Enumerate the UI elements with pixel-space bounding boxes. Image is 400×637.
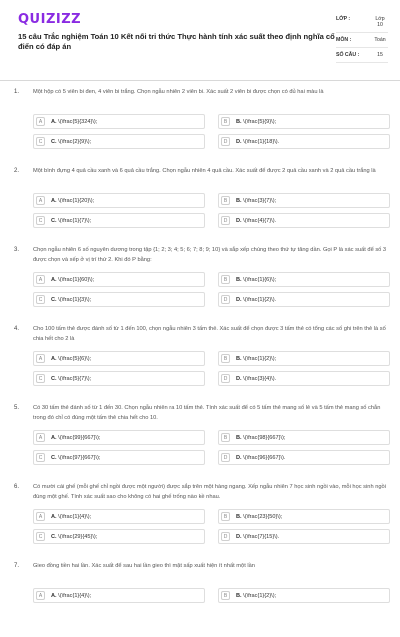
question-item: [0, 84, 400, 163]
option-text: [236, 217, 276, 225]
option-letter-badge: C: [36, 295, 45, 304]
option-letter-badge: D: [221, 374, 230, 383]
option-label: D.: [236, 139, 242, 145]
option-text: [236, 276, 276, 284]
option-value: \(\frac{1}{4}\);: [58, 514, 92, 520]
answer-option-a[interactable]: [33, 193, 205, 208]
answer-option-c[interactable]: [33, 134, 205, 149]
option-label: C.: [51, 218, 57, 224]
option-value: \(\frac{5}{6}\);: [58, 356, 92, 362]
question-text: Cho 100 tấm thẻ được đánh số từ 1 đến 100, chọn ngẫu nhiên 3 tấm thẻ. Xác suất để chọn được 3 tấm thẻ có tổng các số ghi trên thẻ là số chia hết cho 2 là: [33, 326, 386, 342]
option-text: [51, 217, 91, 225]
question-item: [0, 400, 400, 479]
option-label: D.: [236, 376, 242, 382]
option-label: B.: [236, 119, 242, 125]
option-label: D.: [236, 297, 242, 303]
answer-option-a[interactable]: [33, 509, 205, 524]
question-number: 5.: [14, 405, 20, 411]
option-text: [236, 434, 285, 442]
answer-option-a[interactable]: [33, 351, 205, 366]
option-text: [236, 533, 279, 541]
option-value: \(\frac{96}{667}\).: [243, 455, 286, 461]
option-value: \(\frac{1}{20}\);: [58, 198, 95, 204]
option-label: B.: [236, 356, 242, 362]
question-number: 1.: [14, 89, 20, 95]
option-text: [51, 592, 91, 600]
meta-subject-label: MÔN :: [336, 37, 352, 43]
answer-option-b[interactable]: [218, 430, 390, 445]
answer-option-c[interactable]: [33, 529, 205, 544]
option-letter-badge: B: [221, 433, 230, 442]
option-text: [236, 592, 276, 600]
option-letter-badge: A: [36, 591, 45, 600]
meta-count-value: 15: [377, 52, 383, 58]
question-number: 7.: [14, 563, 20, 569]
option-letter-badge: B: [221, 512, 230, 521]
option-value: \(\frac{5}{9}\);: [243, 119, 277, 125]
answer-option-d[interactable]: [218, 529, 390, 544]
answer-option-c[interactable]: [33, 213, 205, 228]
question-number: 4.: [14, 326, 20, 332]
option-letter-badge: D: [221, 453, 230, 462]
option-label: A.: [51, 277, 57, 283]
answer-option-b[interactable]: [218, 114, 390, 129]
option-label: A.: [51, 356, 57, 362]
option-text: [51, 118, 97, 126]
option-letter-badge: C: [36, 216, 45, 225]
option-value: \(\frac{1}{18}\).: [243, 139, 280, 145]
option-letter-badge: A: [36, 275, 45, 284]
option-text: [51, 434, 100, 442]
option-text: [236, 375, 276, 383]
answer-option-d[interactable]: [218, 292, 390, 307]
option-letter-badge: D: [221, 137, 230, 146]
option-letter-badge: C: [36, 532, 45, 541]
option-label: B.: [236, 277, 242, 283]
answer-option-d[interactable]: [218, 450, 390, 465]
question-item: [0, 321, 400, 400]
option-value: \(\frac{1}{3}\);: [58, 297, 92, 303]
option-text: [236, 355, 276, 363]
option-label: B.: [236, 514, 242, 520]
question-text: Một hộp có 5 viên bi đen, 4 viên bi trắng. Chọn ngẫu nhiên 2 viên bi. Xác suất 2 viên bi được chọn có đủ hai màu là: [33, 89, 324, 95]
option-letter-badge: A: [36, 512, 45, 521]
question-item: [0, 242, 400, 321]
answer-option-b[interactable]: [218, 588, 390, 603]
worksheet-header: [0, 0, 400, 80]
option-value: \(\frac{29}{45}\);: [58, 534, 98, 540]
answer-option-d[interactable]: [218, 134, 390, 149]
option-value: \(\frac{1}{7}\);: [58, 218, 92, 224]
question-text: Gieo đồng tiền hai lần. Xác suất để sau hai lần gieo thì mặt sấp xuất hiện ít nhất một lần: [33, 563, 255, 569]
worksheet-meta: [336, 14, 388, 65]
option-label: A.: [51, 119, 57, 125]
option-letter-badge: D: [221, 216, 230, 225]
option-value: \(\frac{1}{60}\);: [58, 277, 95, 283]
meta-subject-value: Toán: [374, 37, 386, 43]
option-letter-badge: A: [36, 196, 45, 205]
option-label: A.: [51, 198, 57, 204]
question-text: Một bình đựng 4 quả cầu xanh và 6 quả cầu trắng. Chọn ngẫu nhiên 4 quả cầu. Xác suất để được 2 quả cầu xanh và 2 quả cầu trắng là: [33, 168, 376, 174]
option-text: [51, 533, 97, 541]
header-divider: [0, 80, 400, 81]
option-value: \(\frac{1}{4}\);: [58, 593, 92, 599]
option-label: B.: [236, 593, 242, 599]
question-item: [0, 479, 400, 558]
option-value: \(\frac{99}{667}\);: [58, 435, 101, 441]
option-letter-badge: D: [221, 295, 230, 304]
option-label: A.: [51, 593, 57, 599]
option-value: \(\frac{1}{2}\);: [243, 356, 277, 362]
option-letter-badge: C: [36, 374, 45, 383]
meta-count: [336, 50, 388, 63]
worksheet-title: 15 câu Trắc nghiệm Toán 10 Kết nối tri thức Thực hành tính xác suất theo định nghĩa cổ điển có đáp án: [18, 32, 335, 51]
option-text: [51, 138, 91, 146]
question-number: 6.: [14, 484, 20, 490]
option-value: \(\frac{98}{667}\);: [243, 435, 286, 441]
option-value: \(\frac{5}{324}\);: [58, 119, 98, 125]
option-value: \(\frac{1}{6}\);: [243, 277, 277, 283]
answer-option-d[interactable]: [218, 213, 390, 228]
option-label: B.: [236, 198, 242, 204]
meta-class: [336, 14, 388, 33]
option-letter-badge: B: [221, 196, 230, 205]
question-text: Có mười cái ghế (mỗi ghế chỉ ngồi được một người) được sắp trên một hàng ngang. Xếp ngẫu nhiên 7 học sinh ngồi vào, mỗi học sinh ngồi đúng một ghế. Tính xác suất sao cho không có hai ghế trống nào kề nhau.: [33, 484, 386, 500]
option-text: [51, 513, 91, 521]
option-label: D.: [236, 455, 242, 461]
option-label: A.: [51, 435, 57, 441]
option-letter-badge: A: [36, 117, 45, 126]
answer-option-a[interactable]: [33, 430, 205, 445]
option-text: [236, 118, 276, 126]
meta-class-label: LỚP :: [336, 16, 351, 22]
option-label: C.: [51, 297, 57, 303]
option-value: \(\frac{1}{2}\);: [243, 593, 277, 599]
option-text: [236, 138, 279, 146]
option-letter-badge: A: [36, 433, 45, 442]
option-value: \(\frac{3}{4}\).: [243, 376, 277, 382]
option-text: [51, 296, 91, 304]
option-value: \(\frac{23}{50}\);: [243, 514, 283, 520]
option-text: [51, 355, 91, 363]
answer-option-c[interactable]: [33, 371, 205, 386]
question-text: Có 30 tấm thẻ đánh số từ 1 đến 30. Chọn ngẫu nhiên ra 10 tấm thẻ. Tính xác suất để có 5 tấm thẻ mang số lẻ và 5 tấm thẻ mang số chẵn trong đó chỉ có đúng một tấm thẻ chia hết cho 10.: [33, 405, 381, 421]
option-letter-badge: C: [36, 137, 45, 146]
question-number: 2.: [14, 168, 20, 174]
option-text: [236, 197, 276, 205]
answer-option-b[interactable]: [218, 193, 390, 208]
question-text: Chọn ngẫu nhiên 6 số nguyên dương trong tập {1; 2; 3; 4; 5; 6; 7; 8; 9; 10} và sắp xếp chúng theo thứ tự tăng dần. Gọi P là xác suất để số 3 được chọn và xếp ở vị trí thứ 2. Khi đó P bằng:: [33, 247, 387, 263]
option-label: D.: [236, 534, 242, 540]
option-label: C.: [51, 455, 57, 461]
option-text: [51, 454, 100, 462]
option-label: B.: [236, 435, 242, 441]
meta-class-value: Lớp 10: [375, 16, 385, 28]
meta-count-label: SỐ CÂU :: [336, 52, 360, 58]
option-label: A.: [51, 514, 57, 520]
option-letter-badge: B: [221, 117, 230, 126]
answer-option-d[interactable]: [218, 371, 390, 386]
option-text: [236, 513, 282, 521]
answer-option-c[interactable]: [33, 292, 205, 307]
answer-option-c[interactable]: [33, 450, 205, 465]
option-letter-badge: B: [221, 275, 230, 284]
option-letter-badge: B: [221, 354, 230, 363]
option-label: C.: [51, 376, 57, 382]
option-value: \(\frac{2}{9}\);: [58, 139, 92, 145]
option-value: \(\frac{1}{2}\).: [243, 297, 277, 303]
meta-subject: [336, 35, 388, 48]
quizizz-logo: QUIZIZZ: [18, 12, 82, 27]
answer-option-b[interactable]: [218, 351, 390, 366]
option-text: [51, 197, 94, 205]
question-list: [0, 84, 400, 637]
option-text: [51, 276, 94, 284]
option-letter-badge: A: [36, 354, 45, 363]
option-value: \(\frac{5}{7}\);: [58, 376, 92, 382]
answer-option-a[interactable]: [33, 588, 205, 603]
option-label: C.: [51, 139, 57, 145]
option-text: [236, 454, 285, 462]
option-value: \(\frac{4}{7}\).: [243, 218, 277, 224]
option-label: C.: [51, 534, 57, 540]
question-number: 3.: [14, 247, 20, 253]
answer-option-a[interactable]: [33, 272, 205, 287]
question-item: [0, 163, 400, 242]
question-item: [0, 558, 400, 637]
option-label: D.: [236, 218, 242, 224]
option-value: \(\frac{97}{667}\);: [58, 455, 101, 461]
answer-option-b[interactable]: [218, 272, 390, 287]
option-value: \(\frac{3}{7}\);: [243, 198, 277, 204]
option-letter-badge: D: [221, 532, 230, 541]
option-text: [51, 375, 91, 383]
option-text: [236, 296, 276, 304]
option-letter-badge: B: [221, 591, 230, 600]
option-letter-badge: C: [36, 453, 45, 462]
answer-option-b[interactable]: [218, 509, 390, 524]
option-value: \(\frac{7}{15}\).: [243, 534, 280, 540]
answer-option-a[interactable]: [33, 114, 205, 129]
